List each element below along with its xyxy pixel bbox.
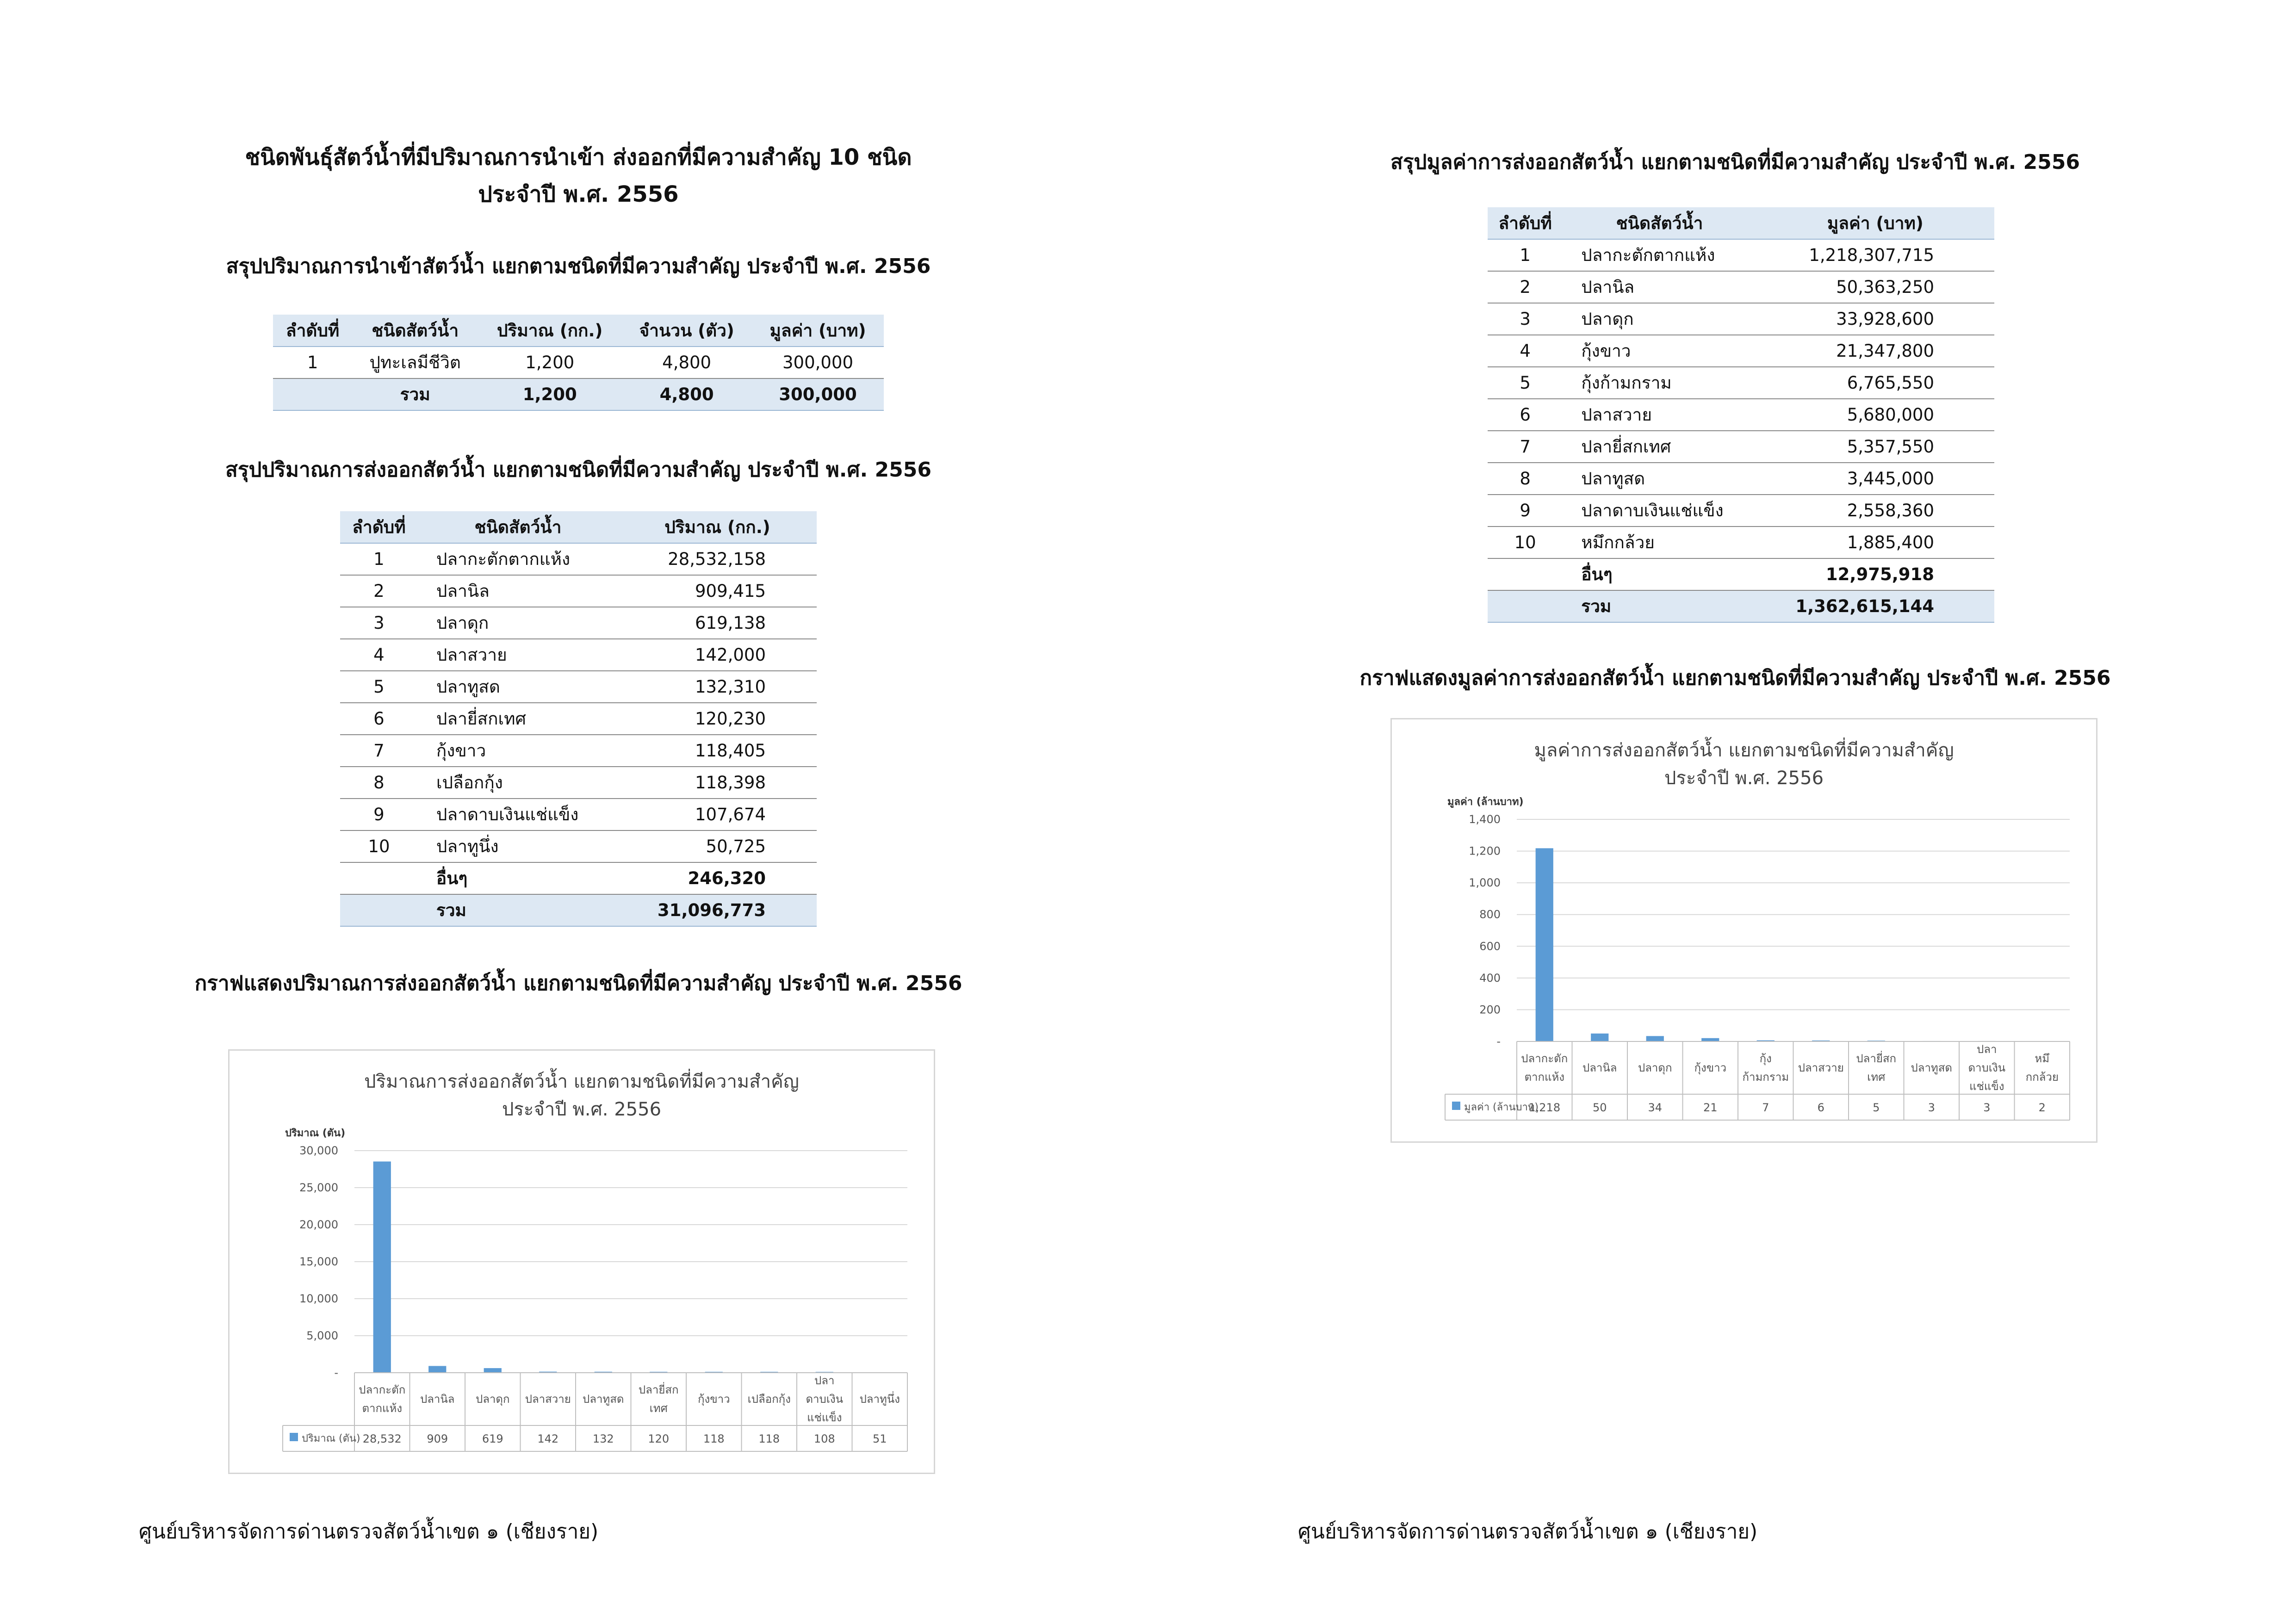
export-table-header-cell: ชนิดสัตว์น้ำ	[418, 511, 618, 543]
main-title-line2: ประจำปี พ.ศ. 2556	[478, 181, 679, 207]
export-table-cell: 120,230	[618, 703, 817, 735]
export-table-cell: 107,674	[618, 799, 817, 830]
import-table-header-cell: ชนิดสัตว์น้ำ	[352, 315, 478, 347]
value-table-cell: ปลายี่สกเทศ	[1563, 431, 1756, 463]
y-axis-label: ปริมาณ (ตัน)	[285, 1127, 346, 1139]
x-category-label: ปลาสวาย	[1798, 1061, 1844, 1074]
export-value-chart-svg	[1392, 719, 2096, 1141]
table-row	[1488, 271, 1994, 303]
value-table-cell: อื่นๆ	[1563, 558, 1756, 590]
export-table-cell: 28,532,158	[618, 543, 817, 575]
value-table-cell: ปลาดุก	[1563, 303, 1756, 335]
data-label: 51	[872, 1432, 887, 1445]
value-table-cell: 10	[1488, 527, 1563, 558]
data-label: 34	[1648, 1101, 1663, 1114]
y-tick-label: 800	[1479, 908, 1501, 921]
value-table-cell: 2,558,360	[1756, 495, 1994, 527]
data-label: 2	[2038, 1101, 2046, 1114]
legend-swatch	[1452, 1102, 1460, 1110]
x-category-label: ปลานิล	[420, 1393, 455, 1406]
value-table-header-cell: ลำดับที่	[1488, 207, 1563, 239]
export-table-cell: 2	[340, 575, 418, 607]
y-tick-label: 200	[1479, 1003, 1501, 1016]
x-category-label: กุ้งขาว	[697, 1393, 730, 1406]
footer-left: ศูนย์บริหารจัดการด่านตรวจสัตว์น้ำเขต ๑ (เชียงราย)	[139, 1520, 599, 1543]
x-category-label: เทศ	[649, 1402, 668, 1415]
data-label: 28,532	[362, 1432, 402, 1445]
value-table-header-cell: ชนิดสัตว์น้ำ	[1563, 207, 1756, 239]
value-table-cell: 5	[1488, 367, 1563, 399]
export-table-header-cell: ปริมาณ (กก.)	[618, 511, 817, 543]
export-quantity-table	[340, 511, 817, 927]
import-table-header-cell: มูลค่า (บาท)	[752, 315, 884, 347]
import-summary-title: สรุปปริมาณการนำเข้าสัตว์น้ำ แยกตามชนิดที่มีความสำคัญ ประจำปี พ.ศ. 2556	[226, 254, 931, 278]
value-table-cell	[1488, 590, 1563, 622]
table-row	[340, 703, 817, 735]
value-table-cell: 5,680,000	[1756, 399, 1994, 431]
y-tick-label: 20,000	[299, 1218, 338, 1231]
x-category-label: แช่แข็ง	[1969, 1080, 2004, 1093]
export-table-cell: 6	[340, 703, 418, 735]
bar	[484, 1368, 502, 1373]
table-row-total	[273, 378, 884, 410]
x-category-label: ตากแห้ง	[362, 1402, 403, 1415]
data-label: 619	[482, 1432, 503, 1445]
export-table-cell: 246,320	[618, 862, 817, 894]
x-category-label: ปลานิล	[1582, 1061, 1617, 1074]
x-category-label: ปลาดุก	[475, 1393, 510, 1406]
value-table-cell: ปลาดาบเงินแช่แข็ง	[1563, 495, 1756, 527]
export-table-cell: 1	[340, 543, 418, 575]
table-row	[340, 639, 817, 671]
export-table-cell: ปลายี่สกเทศ	[418, 703, 618, 735]
table-row	[340, 543, 817, 575]
import-table-cell: รวม	[352, 378, 478, 410]
value-table-cell: 4	[1488, 335, 1563, 367]
import-table-cell: 1	[273, 347, 352, 378]
y-tick-label: 1,400	[1469, 813, 1501, 826]
export-value-chart	[1390, 718, 2097, 1143]
export-table-cell: 132,310	[618, 671, 817, 703]
export-table-cell: 3	[340, 607, 418, 639]
table-row	[1488, 335, 1994, 367]
x-category-label: เปลือกกุ้ง	[747, 1393, 791, 1406]
export-table-cell: เปลือกกุ้ง	[418, 767, 618, 799]
import-table-cell: ปูทะเลมีชีวิต	[352, 347, 478, 378]
export-quantity-chart	[228, 1049, 935, 1474]
chart-title: มูลค่าการส่งออกสัตว์น้ำ แยกตามชนิดที่มีความสำคัญ	[1534, 740, 1954, 761]
x-category-label: กุ้งขาว	[1694, 1061, 1727, 1074]
table-row	[1488, 527, 1994, 558]
import-table-cell: 1,200	[478, 347, 621, 378]
value-table-cell: หมึกกล้วย	[1563, 527, 1756, 558]
main-title	[139, 139, 1018, 213]
import-table-cell	[273, 378, 352, 410]
value-table-cell: 3,445,000	[1756, 463, 1994, 495]
import-table-header-cell: ปริมาณ (กก.)	[478, 315, 621, 347]
x-category-label: ปลา	[1977, 1043, 1997, 1056]
export-table-cell: ปลาดาบเงินแช่แข็ง	[418, 799, 618, 830]
export-value-table-header	[1488, 207, 1994, 239]
value-table-cell: 6	[1488, 399, 1563, 431]
y-tick-label: 1,000	[1469, 876, 1501, 890]
export-value-graph-heading: กราฟแสดงมูลค่าการส่งออกสัตว์น้ำ แยกตามชนิดที่มีความสำคัญ ประจำปี พ.ศ. 2556	[1359, 666, 2111, 690]
footer-right: ศูนย์บริหารจัดการด่านตรวจสัตว์น้ำเขต ๑ (เชียงราย)	[1298, 1520, 1758, 1543]
bar	[1536, 848, 1553, 1041]
legend-label: มูลค่า (ล้านบาท)	[1464, 1102, 1539, 1113]
value-table-cell: ปลาทูสด	[1563, 463, 1756, 495]
export-table-cell: ปลาทูสด	[418, 671, 618, 703]
value-table-cell: 3	[1488, 303, 1563, 335]
chart-subtitle: ประจำปี พ.ศ. 2556	[1664, 768, 1824, 789]
export-table-cell: 50,725	[618, 830, 817, 862]
data-label: 50	[1592, 1101, 1607, 1114]
value-table-cell: ปลานิล	[1563, 271, 1756, 303]
import-table-cell: 300,000	[752, 378, 884, 410]
import-table-header-cell: ลำดับที่	[273, 315, 352, 347]
value-table-cell	[1488, 558, 1563, 590]
export-table-cell: ปลากะตักตากแห้ง	[418, 543, 618, 575]
value-table-cell: 1,885,400	[1756, 527, 1994, 558]
bar	[1701, 1038, 1719, 1041]
export-quantity-table-header	[340, 511, 817, 543]
export-table-cell: ปลาดุก	[418, 607, 618, 639]
export-table-cell: 7	[340, 735, 418, 767]
data-label: 7	[1762, 1101, 1769, 1114]
export-table-cell: 5	[340, 671, 418, 703]
x-category-label: แช่แข็ง	[807, 1411, 842, 1424]
value-table-cell: กุ้งก้ามกราม	[1563, 367, 1756, 399]
value-table-cell: 5,357,550	[1756, 431, 1994, 463]
table-row	[340, 575, 817, 607]
y-tick-label: 1,200	[1469, 844, 1501, 858]
import-table-cell: 4,800	[621, 347, 752, 378]
x-category-label: ปลาสวาย	[525, 1393, 571, 1406]
import-table-cell: 300,000	[752, 347, 884, 378]
export-table-cell: 31,096,773	[618, 894, 817, 926]
data-label: 1,218	[1528, 1101, 1561, 1114]
export-table-cell: 909,415	[618, 575, 817, 607]
data-label: 3	[1928, 1101, 1935, 1114]
data-label: 6	[1817, 1101, 1824, 1114]
bar	[1591, 1034, 1608, 1041]
export-table-cell: ปลานิล	[418, 575, 618, 607]
value-table-cell: 50,363,250	[1756, 271, 1994, 303]
x-category-label: ปลายี่สก	[1856, 1052, 1897, 1065]
export-table-cell: ปลาทูนึ่ง	[418, 830, 618, 862]
table-row	[1488, 367, 1994, 399]
x-category-label: ดาบเงิน	[806, 1393, 844, 1406]
bar	[428, 1366, 446, 1373]
export-quantity-graph-heading: กราฟแสดงปริมาณการส่งออกสัตว์น้ำ แยกตามชนิดที่มีความสำคัญ ประจำปี พ.ศ. 2556	[194, 972, 962, 995]
x-category-label: กกล้วย	[2025, 1071, 2059, 1084]
data-label: 118	[703, 1432, 725, 1445]
value-table-header-cell: มูลค่า (บาท)	[1756, 207, 1994, 239]
legend-label: ปริมาณ (ตัน)	[302, 1433, 360, 1444]
table-row	[1488, 431, 1994, 463]
export-table-cell: 142,000	[618, 639, 817, 671]
data-label: 118	[758, 1432, 780, 1445]
x-category-label: ปลายี่สก	[638, 1383, 679, 1396]
value-table-cell: ปลากะตักตากแห้ง	[1563, 239, 1756, 271]
table-row-other	[340, 862, 817, 894]
value-table-cell: 21,347,800	[1756, 335, 1994, 367]
x-category-label: ตากแห้ง	[1524, 1071, 1565, 1084]
y-tick-label: 400	[1479, 971, 1501, 985]
export-table-cell: 8	[340, 767, 418, 799]
value-table-cell: 1,218,307,715	[1756, 239, 1994, 271]
y-axis-label: มูลค่า (ล้านบาท)	[1447, 796, 1524, 808]
data-label: 108	[813, 1432, 835, 1445]
x-category-label: หมึ	[2035, 1052, 2050, 1065]
import-table-header	[273, 315, 884, 347]
y-tick-label: 15,000	[299, 1255, 338, 1268]
x-category-label: ปลาทูสด	[1911, 1061, 1952, 1074]
x-category-label: ปลา	[814, 1374, 835, 1387]
data-label: 142	[537, 1432, 559, 1445]
value-table-cell: 8	[1488, 463, 1563, 495]
y-tick-label: -	[1496, 1035, 1501, 1048]
y-tick-label: 10,000	[299, 1292, 338, 1305]
table-row	[1488, 239, 1994, 271]
import-table-cell: 1,200	[478, 378, 621, 410]
table-row	[1488, 399, 1994, 431]
value-table-cell: 2	[1488, 271, 1563, 303]
y-tick-label: 600	[1479, 940, 1501, 953]
export-table-cell: 10	[340, 830, 418, 862]
bar	[1646, 1036, 1664, 1041]
data-label: 3	[1983, 1101, 1991, 1114]
table-row	[340, 767, 817, 799]
export-table-header-cell: ลำดับที่	[340, 511, 418, 543]
value-table-cell: รวม	[1563, 590, 1756, 622]
table-row	[340, 671, 817, 703]
main-title-line1: ชนิดพันธุ์สัตว์น้ำที่มีปริมาณการนำเข้า ส่งออกที่มีความสำคัญ 10 ชนิด	[245, 144, 912, 170]
x-category-label: กุ้ง	[1759, 1052, 1772, 1065]
table-row	[340, 830, 817, 862]
x-category-label: ปลากะตัก	[359, 1383, 406, 1396]
table-row-total	[1488, 590, 1994, 622]
export-value-summary-title: สรุปมูลค่าการส่งออกสัตว์น้ำ แยกตามชนิดที่มีความสำคัญ ประจำปี พ.ศ. 2556	[1390, 150, 2080, 174]
legend-swatch	[290, 1433, 298, 1441]
table-row-other	[1488, 558, 1994, 590]
export-table-cell: รวม	[418, 894, 618, 926]
export-table-cell: 118,405	[618, 735, 817, 767]
x-category-label: ปลาทูนึ่ง	[859, 1393, 900, 1406]
x-category-label: เทศ	[1867, 1071, 1886, 1084]
table-row	[273, 347, 884, 378]
value-table-cell: 1	[1488, 239, 1563, 271]
table-row	[1488, 463, 1994, 495]
data-label: 909	[427, 1432, 448, 1445]
value-table-cell: 12,975,918	[1756, 558, 1994, 590]
y-tick-label: -	[334, 1366, 338, 1379]
y-tick-label: 25,000	[299, 1181, 338, 1194]
import-table-header-cell: จำนวน (ตัว)	[621, 315, 752, 347]
export-table-cell: 9	[340, 799, 418, 830]
value-table-cell: กุ้งขาว	[1563, 335, 1756, 367]
x-category-label: ปลาทูสด	[583, 1393, 624, 1406]
export-table-cell: 4	[340, 639, 418, 671]
table-row	[1488, 303, 1994, 335]
data-label: 132	[592, 1432, 614, 1445]
value-table-cell: 33,928,600	[1756, 303, 1994, 335]
x-category-label: ปลาดุก	[1638, 1061, 1672, 1074]
x-category-label: ดาบเงิน	[1968, 1061, 2006, 1074]
chart-title: ปริมาณการส่งออกสัตว์น้ำ แยกตามชนิดที่มีความสำคัญ	[364, 1071, 799, 1092]
export-quantity-summary-title: สรุปปริมาณการส่งออกสัตว์น้ำ แยกตามชนิดที่มีความสำคัญ ประจำปี พ.ศ. 2556	[225, 458, 931, 482]
data-label: 5	[1873, 1101, 1880, 1114]
data-label: 120	[648, 1432, 670, 1445]
x-category-label: ปลากะตัก	[1521, 1052, 1568, 1065]
data-label: 21	[1703, 1101, 1718, 1114]
export-table-cell: 619,138	[618, 607, 817, 639]
bar	[373, 1161, 391, 1373]
table-row	[1488, 495, 1994, 527]
value-table-cell: 9	[1488, 495, 1563, 527]
x-category-label: ก้ามกราม	[1742, 1071, 1789, 1084]
export-table-cell: อื่นๆ	[418, 862, 618, 894]
table-row-total	[340, 894, 817, 926]
export-table-cell: 118,398	[618, 767, 817, 799]
import-table	[273, 315, 884, 411]
export-quantity-chart-svg	[230, 1051, 934, 1473]
export-table-cell	[340, 862, 418, 894]
table-row	[340, 799, 817, 830]
chart-subtitle: ประจำปี พ.ศ. 2556	[502, 1099, 662, 1120]
export-value-table	[1488, 207, 1994, 623]
export-table-cell: กุ้งขาว	[418, 735, 618, 767]
import-table-cell: 4,800	[621, 378, 752, 410]
export-table-cell	[340, 894, 418, 926]
y-tick-label: 30,000	[299, 1144, 338, 1157]
export-table-cell: ปลาสวาย	[418, 639, 618, 671]
value-table-cell: 7	[1488, 431, 1563, 463]
value-table-cell: 6,765,550	[1756, 367, 1994, 399]
table-row	[340, 735, 817, 767]
table-row	[340, 607, 817, 639]
y-tick-label: 5,000	[306, 1329, 338, 1342]
value-table-cell: 1,362,615,144	[1756, 590, 1994, 622]
value-table-cell: ปลาสวาย	[1563, 399, 1756, 431]
